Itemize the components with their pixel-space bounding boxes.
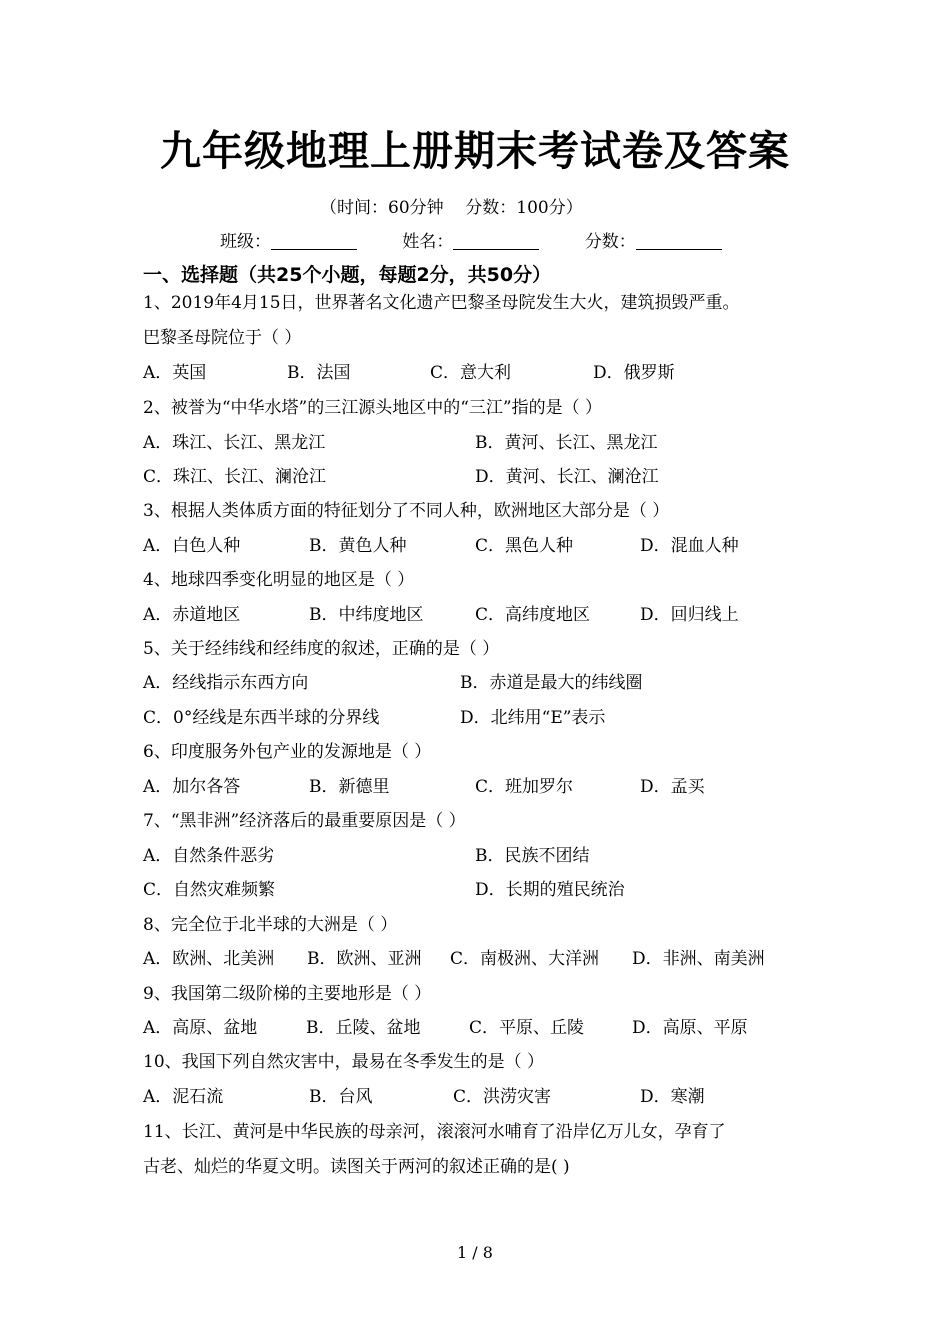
q2-option-a[interactable]: A．珠江、长江、黑龙江 — [143, 433, 326, 453]
q5-option-a[interactable]: A．经线指示东西方向 — [143, 673, 309, 693]
q5-option-b[interactable]: B．赤道是最大的纬线圈 — [460, 673, 643, 693]
q9-option-d[interactable]: D．高原、平原 — [632, 1018, 748, 1038]
q1-option-b[interactable]: B．法国 — [287, 363, 351, 383]
q8-option-a[interactable]: A．欧洲、北美洲 — [143, 949, 275, 969]
q7-option-a[interactable]: A．自然条件恶劣 — [143, 846, 275, 866]
score-label: 分数： — [584, 232, 636, 252]
question-11-line-2: 古老、灿烂的华夏文明。读图关于两河的叙述正确的是( ) — [143, 1157, 570, 1177]
question-4-line-1: 4、地球四季变化明显的地区是（ ） — [143, 570, 415, 590]
q7-option-b[interactable]: B．民族不团结 — [475, 846, 590, 866]
q6-option-a[interactable]: A．加尔各答 — [143, 777, 241, 797]
q4-option-b[interactable]: B．中纬度地区 — [309, 605, 424, 625]
score-blank[interactable] — [636, 231, 722, 250]
page-title: 九年级地理上册期末考试卷及答案 — [160, 127, 790, 175]
q8-option-d[interactable]: D．非洲、南美洲 — [632, 949, 765, 969]
q6-option-d[interactable]: D．孟买 — [640, 777, 705, 797]
q5-option-c[interactable]: C．0°经线是东西半球的分界线 — [143, 708, 380, 728]
q8-option-b[interactable]: B．欧洲、亚洲 — [307, 949, 422, 969]
q9-option-b[interactable]: B．丘陵、盆地 — [306, 1018, 421, 1038]
question-7-line-1: 7、“黑非洲”经济落后的最重要原因是（ ） — [143, 811, 466, 831]
q9-option-a[interactable]: A．高原、盆地 — [143, 1018, 258, 1038]
q4-option-a[interactable]: A．赤道地区 — [143, 605, 241, 625]
q10-option-b[interactable]: B．台风 — [309, 1087, 373, 1107]
q9-option-c[interactable]: C．平原、丘陵 — [469, 1018, 585, 1038]
class-label: 班级： — [220, 232, 271, 252]
question-11-line-1: 11、长江、黄河是中华民族的母亲河，滚滚河水哺育了沿岸亿万儿女，孕育了 — [143, 1122, 726, 1142]
question-2-line-1: 2、被誉为“中华水塔”的三江源头地区中的“三江”指的是（ ） — [143, 398, 602, 418]
question-8-line-1: 8、完全位于北半球的大洲是（ ） — [143, 915, 398, 935]
q10-option-d[interactable]: D．寒潮 — [640, 1087, 705, 1107]
question-6-line-1: 6、印度服务外包产业的发源地是（ ） — [143, 742, 432, 762]
q3-option-c[interactable]: C．黑色人种 — [475, 536, 574, 556]
question-3-line-1: 3、根据人类体质方面的特征划分了不同人种，欧洲地区大部分是（ ） — [143, 501, 670, 521]
q8-option-c[interactable]: C．南极洲、大洋洲 — [450, 949, 600, 969]
name-label: 姓名： — [402, 232, 454, 252]
name-blank[interactable] — [453, 231, 539, 250]
q4-option-c[interactable]: C．高纬度地区 — [475, 605, 591, 625]
student-info-row — [220, 227, 762, 252]
page-number: 1 / 8 — [457, 1243, 493, 1262]
q6-option-b[interactable]: B．新德里 — [309, 777, 390, 797]
q3-option-a[interactable]: A．白色人种 — [143, 536, 241, 556]
class-blank[interactable] — [271, 231, 357, 250]
question-10-line-1: 10、我国下列自然灾害中，最易在冬季发生的是（ ） — [143, 1052, 545, 1072]
q2-option-c[interactable]: C．珠江、长江、澜沧江 — [143, 467, 327, 487]
q1-option-c[interactable]: C．意大利 — [430, 363, 512, 383]
q7-option-d[interactable]: D．长期的殖民统治 — [475, 880, 625, 900]
section-title: 一、选择题（共25个小题，每题2分，共50分） — [143, 264, 552, 286]
q5-option-d[interactable]: D．北纬用“E”表示 — [460, 708, 606, 728]
q7-option-c[interactable]: C．自然灾难频繁 — [143, 880, 276, 900]
q10-option-a[interactable]: A．泥石流 — [143, 1087, 224, 1107]
q3-option-b[interactable]: B．黄色人种 — [309, 536, 407, 556]
question-5-line-1: 5、关于经纬线和经纬度的叙述，正确的是（ ） — [143, 639, 500, 659]
q10-option-c[interactable]: C．洪涝灾害 — [453, 1087, 552, 1107]
q3-option-d[interactable]: D．混血人种 — [640, 536, 739, 556]
q1-option-a[interactable]: A．英国 — [143, 363, 207, 383]
question-9-line-1: 9、我国第二级阶梯的主要地形是（ ） — [143, 984, 432, 1004]
q2-option-b[interactable]: B．黄河、长江、黑龙江 — [475, 433, 658, 453]
question-1-line-1: 1、2019年4月15日，世界著名文化遗产巴黎圣母院发生大火，建筑损毁严重。 — [143, 293, 740, 313]
question-1-line-2: 巴黎圣母院位于（ ） — [143, 328, 302, 348]
exam-time-score: （时间：60分钟 分数：100分） — [320, 198, 583, 218]
q6-option-c[interactable]: C．班加罗尔 — [475, 777, 574, 797]
q1-option-d[interactable]: D．俄罗斯 — [593, 363, 675, 383]
q4-option-d[interactable]: D．回归线上 — [640, 605, 739, 625]
q2-option-d[interactable]: D．黄河、长江、澜沧江 — [475, 467, 659, 487]
